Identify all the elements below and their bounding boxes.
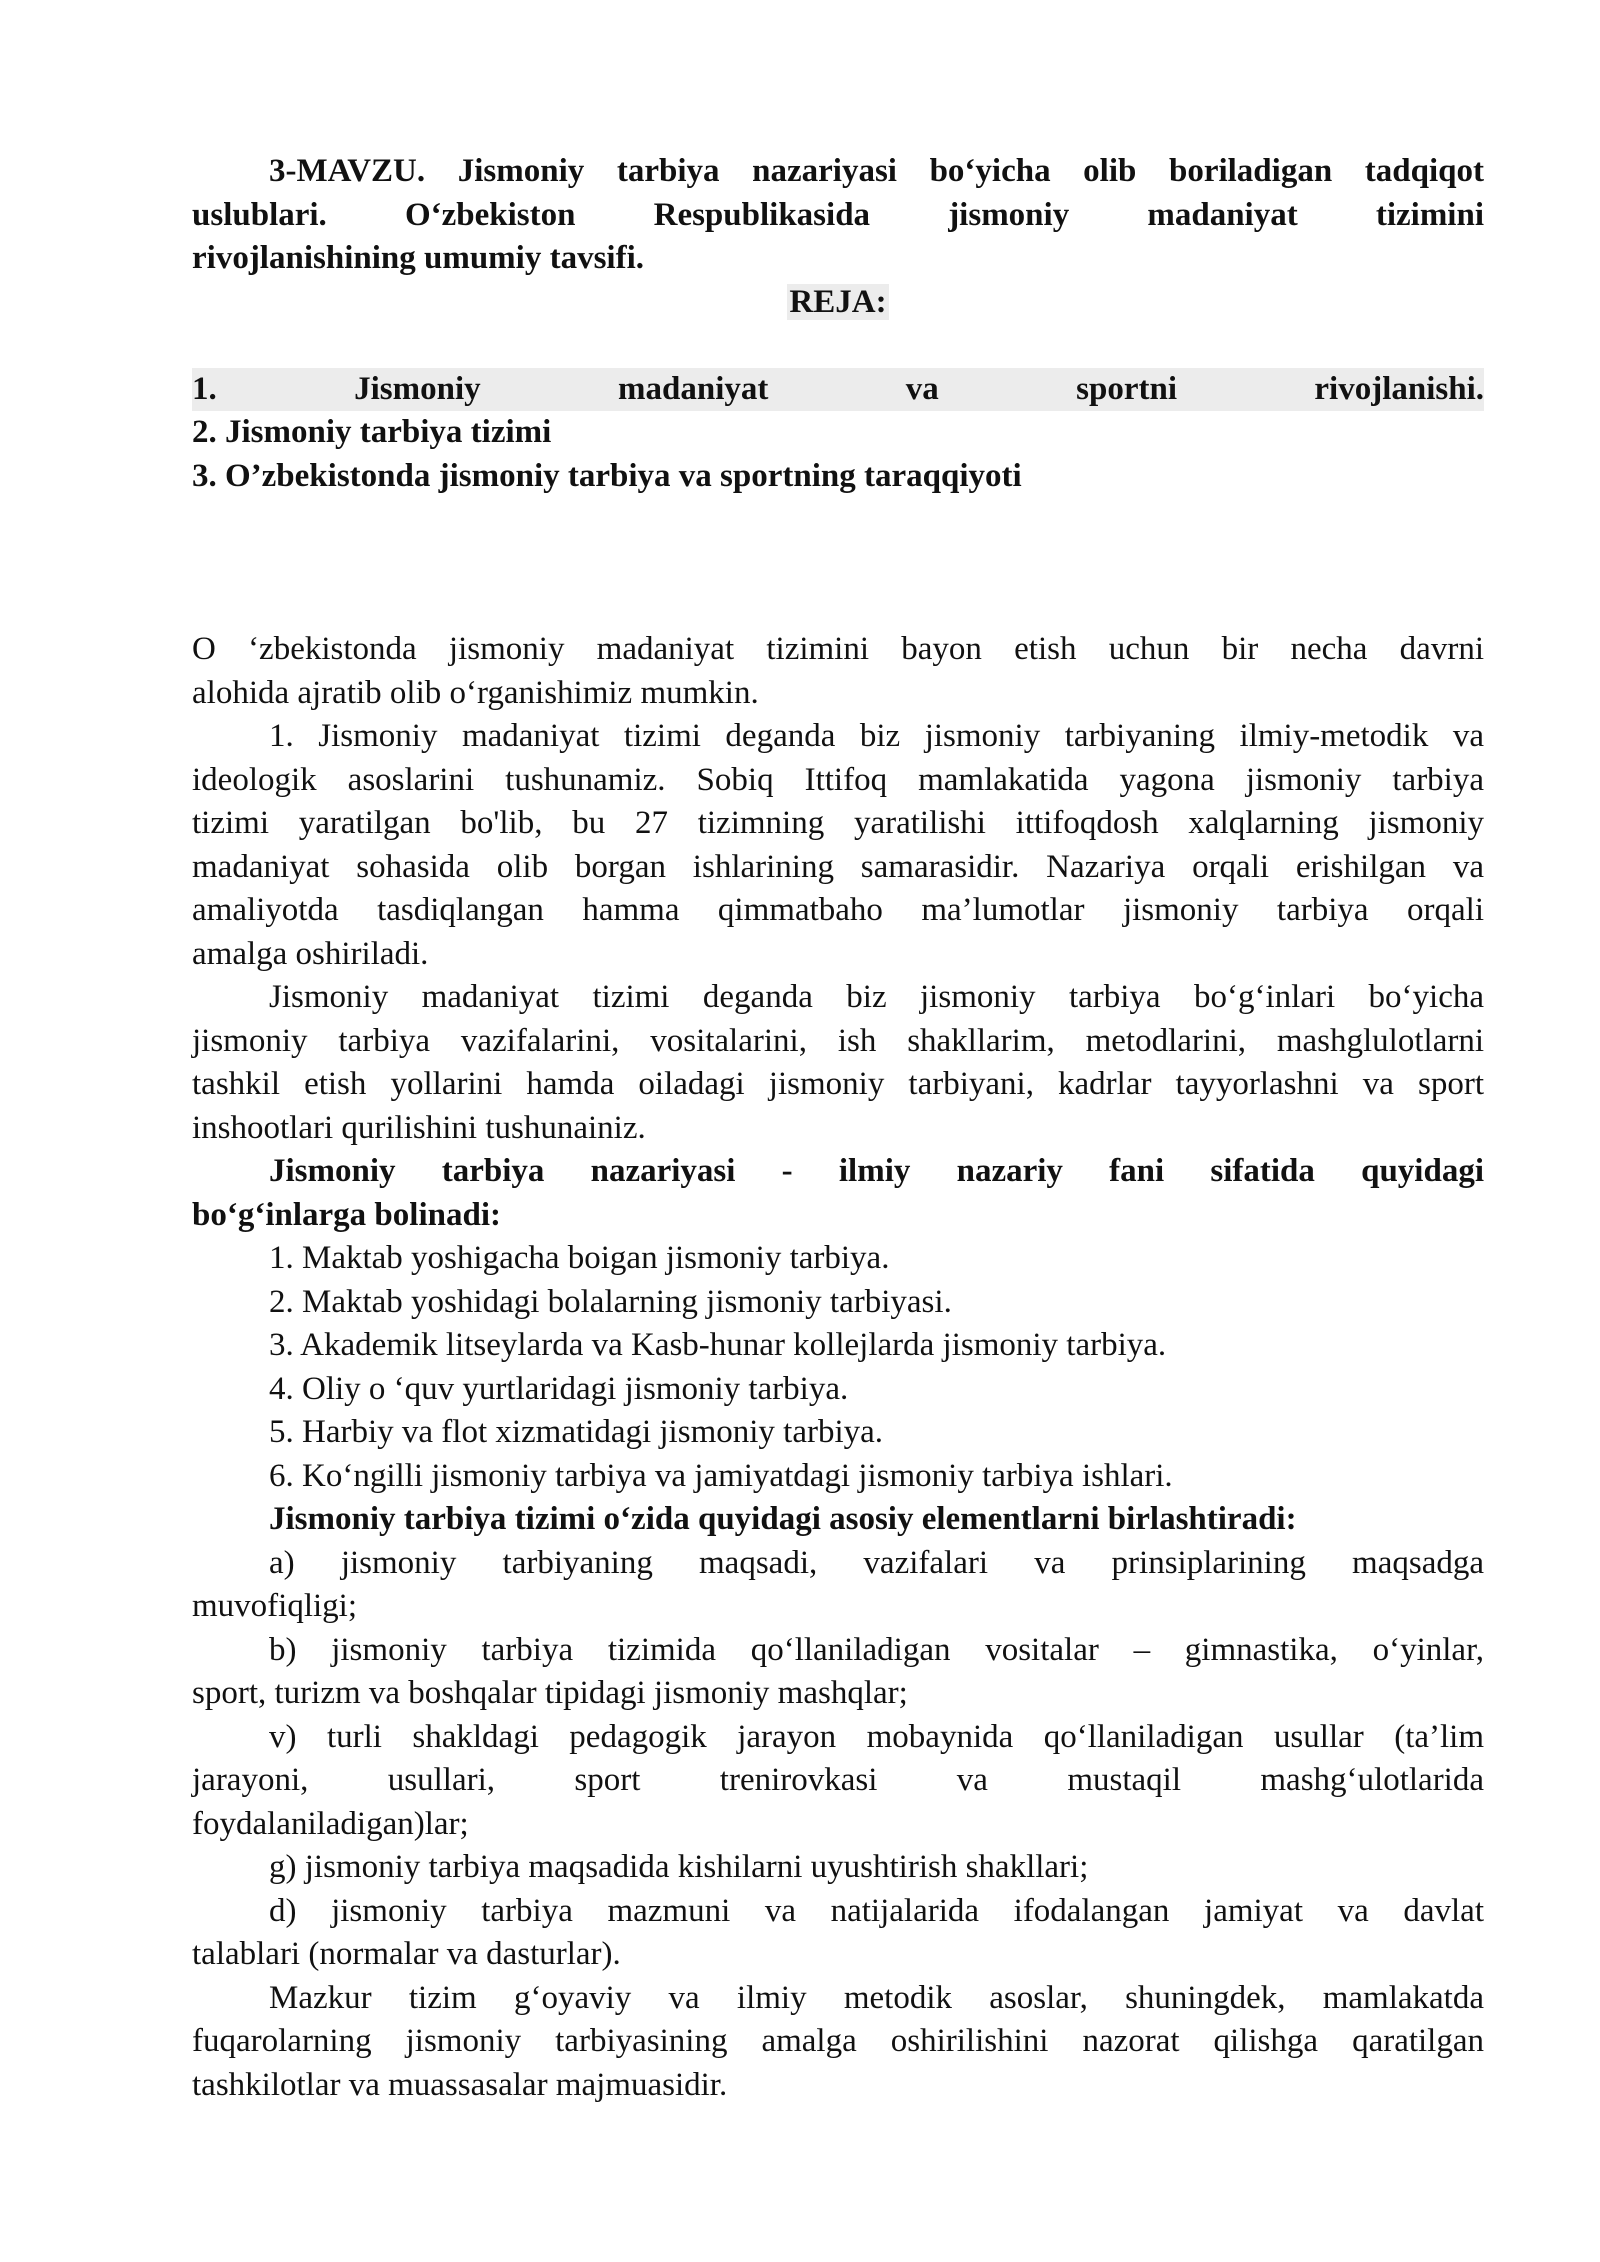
text-line: Mazkur tizim g‘oyaviy va ilmiy metodik asoslar, shuningdek, mamlakatda bbox=[269, 1979, 1484, 2016]
element-b bbox=[192, 1629, 1484, 1716]
text-line: Jismoniy tarbiya nazariyasi - ilmiy nazariy fani sifatida quyidagi bbox=[269, 1153, 1484, 1189]
text-line: amalga oshiriladi. bbox=[192, 935, 429, 972]
element-a bbox=[192, 1542, 1484, 1629]
text-line: jarayoni, usullari, sport trenirovkasi va mustaqil mashg‘ulotlarida bbox=[192, 1762, 1484, 1798]
paragraph-theory-sections bbox=[192, 1150, 1484, 1237]
text-line: Jismoniy madaniyat tizimi deganda biz jismoniy tarbiya bo‘g‘inlari bo‘yicha bbox=[269, 979, 1484, 1015]
text-line: tizimi yaratilgan bo'lib, bu 27 tizimning yaratilishi ittifoqdosh xalqlarning jismoniy bbox=[192, 805, 1484, 841]
text-line: 1. Jismoniy madaniyat tizimi deganda biz jismoniy tarbiyaning ilmiy-metodik va bbox=[269, 718, 1484, 754]
title-line: 3-MAVZU. Jismoniy tarbiya nazariyasi bo‘yicha olib boriladigan tadqiqot bbox=[269, 153, 1484, 189]
plan-item-1: 1. Jismoniy madaniyat va sportni rivojlanishi. bbox=[192, 368, 1484, 412]
text-line: ideologik asoslarini tushunamiz. Sobiq Ittifoq mamlakatida yagona jismoniy tarbiya bbox=[192, 761, 1484, 798]
list-item: 4. Oliy o ‘quv yurtlaridagi jismoniy tarbiya. bbox=[269, 1370, 849, 1407]
paragraph-conclusion bbox=[192, 1977, 1484, 2108]
plan-heading: REJA: bbox=[789, 283, 887, 320]
list-item: 5. Harbiy va flot xizmatidagi jismoniy tarbiya. bbox=[269, 1414, 884, 1450]
paragraph-system-definition bbox=[192, 715, 1484, 976]
text-line: alohida ajratib olib o‘rganishimiz mumkin. bbox=[192, 674, 759, 711]
text-line: foydalaniladigan)lar; bbox=[192, 1805, 469, 1842]
element-g: g) jismoniy tarbiya maqsadida kishilarni uyushtirish shakllari; bbox=[269, 1849, 1089, 1885]
text-line: madaniyat sohasida olib borgan ishlarining samarasidir. Nazariya orqali erishilgan va bbox=[192, 848, 1484, 885]
element-v bbox=[192, 1716, 1484, 1847]
text-line: b) jismoniy tarbiya tizimida qo‘llaniladigan vositalar – gimnastika, o‘yinlar, bbox=[269, 1631, 1484, 1668]
spacer bbox=[192, 324, 1484, 368]
spacer bbox=[192, 498, 1484, 628]
plan-list bbox=[192, 368, 1484, 499]
text-line: inshootlari qurilishini tushunainiz. bbox=[192, 1109, 646, 1146]
text-line: talablari (normalar va dasturlar). bbox=[192, 1936, 621, 1972]
text-line: jismoniy tarbiya vazifalarini, vositalarini, ish shakllarim, metodlarini, mashglulotlarni bbox=[192, 1022, 1484, 1059]
topic-title bbox=[192, 150, 1484, 281]
text-line: tashkil etish yollarini hamda oiladagi jismoniy tarbiyani, kadrlar tayyorlashni va sport bbox=[192, 1066, 1484, 1102]
text-line: d) jismoniy tarbiya mazmuni va natijalarida ifodalangan jamiyat va davlat bbox=[269, 1892, 1484, 1929]
title-line: rivojlanishining umumiy tavsifi. bbox=[192, 240, 644, 276]
text-line: bo‘g‘inlarga bolinadi: bbox=[192, 1196, 501, 1233]
numbered-list bbox=[192, 1237, 1484, 1498]
text-line: fuqarolarning jismoniy tarbiyasining amalga oshirilishini nazorat qilishga qaratilgan bbox=[192, 2023, 1484, 2059]
text-line: amaliyotda tasdiqlangan hamma qimmatbaho ma’lumotlar jismoniy tarbiya orqali bbox=[192, 892, 1484, 928]
list-item: 6. Ko‘ngilli jismoniy tarbiya va jamiyatdagi jismoniy tarbiya ishlari. bbox=[269, 1457, 1173, 1494]
paragraph-intro bbox=[192, 628, 1484, 715]
text-line: muvofiqligi; bbox=[192, 1588, 357, 1624]
list-item: 1. Maktab yoshigacha boigan jismoniy tarbiya. bbox=[269, 1240, 890, 1276]
document-page bbox=[192, 150, 1484, 2107]
title-line: uslublari. O‘zbekiston Respublikasida jismoniy madaniyat tizimini bbox=[192, 196, 1484, 233]
text-line: tashkilotlar va muassasalar majmuasidir. bbox=[192, 2066, 728, 2103]
text-line: sport, turizm va boshqalar tipidagi jismoniy mashqlar; bbox=[192, 1675, 908, 1711]
plan-item-2: 2. Jismoniy tarbiya tizimi bbox=[192, 414, 552, 450]
text-line: v) turli shakldagi pedagogik jarayon mobaynida qo‘llaniladigan usullar (ta’lim bbox=[269, 1718, 1484, 1755]
plan-item-3: 3. O’zbekistonda jismoniy tarbiya va sportning taraqqiyoti bbox=[192, 457, 1022, 494]
paragraph-elements-heading: Jismoniy tarbiya tizimi o‘zida quyidagi asosiy elementlarni birlashtiradi: bbox=[269, 1501, 1297, 1537]
text-line: O ‘zbekistonda jismoniy madaniyat tizimini bayon etish uchun bir necha davrni bbox=[192, 631, 1484, 667]
paragraph-system-components bbox=[192, 976, 1484, 1150]
text-line: a) jismoniy tarbiyaning maqsadi, vazifalari va prinsiplarining maqsadga bbox=[269, 1544, 1484, 1581]
list-item: 2. Maktab yoshidagi bolalarning jismoniy tarbiyasi. bbox=[269, 1283, 952, 1320]
list-item: 3. Akademik litseylarda va Kasb-hunar kollejlarda jismoniy tarbiya. bbox=[269, 1327, 1167, 1363]
element-d bbox=[192, 1890, 1484, 1977]
plan-heading-row bbox=[192, 281, 1484, 325]
